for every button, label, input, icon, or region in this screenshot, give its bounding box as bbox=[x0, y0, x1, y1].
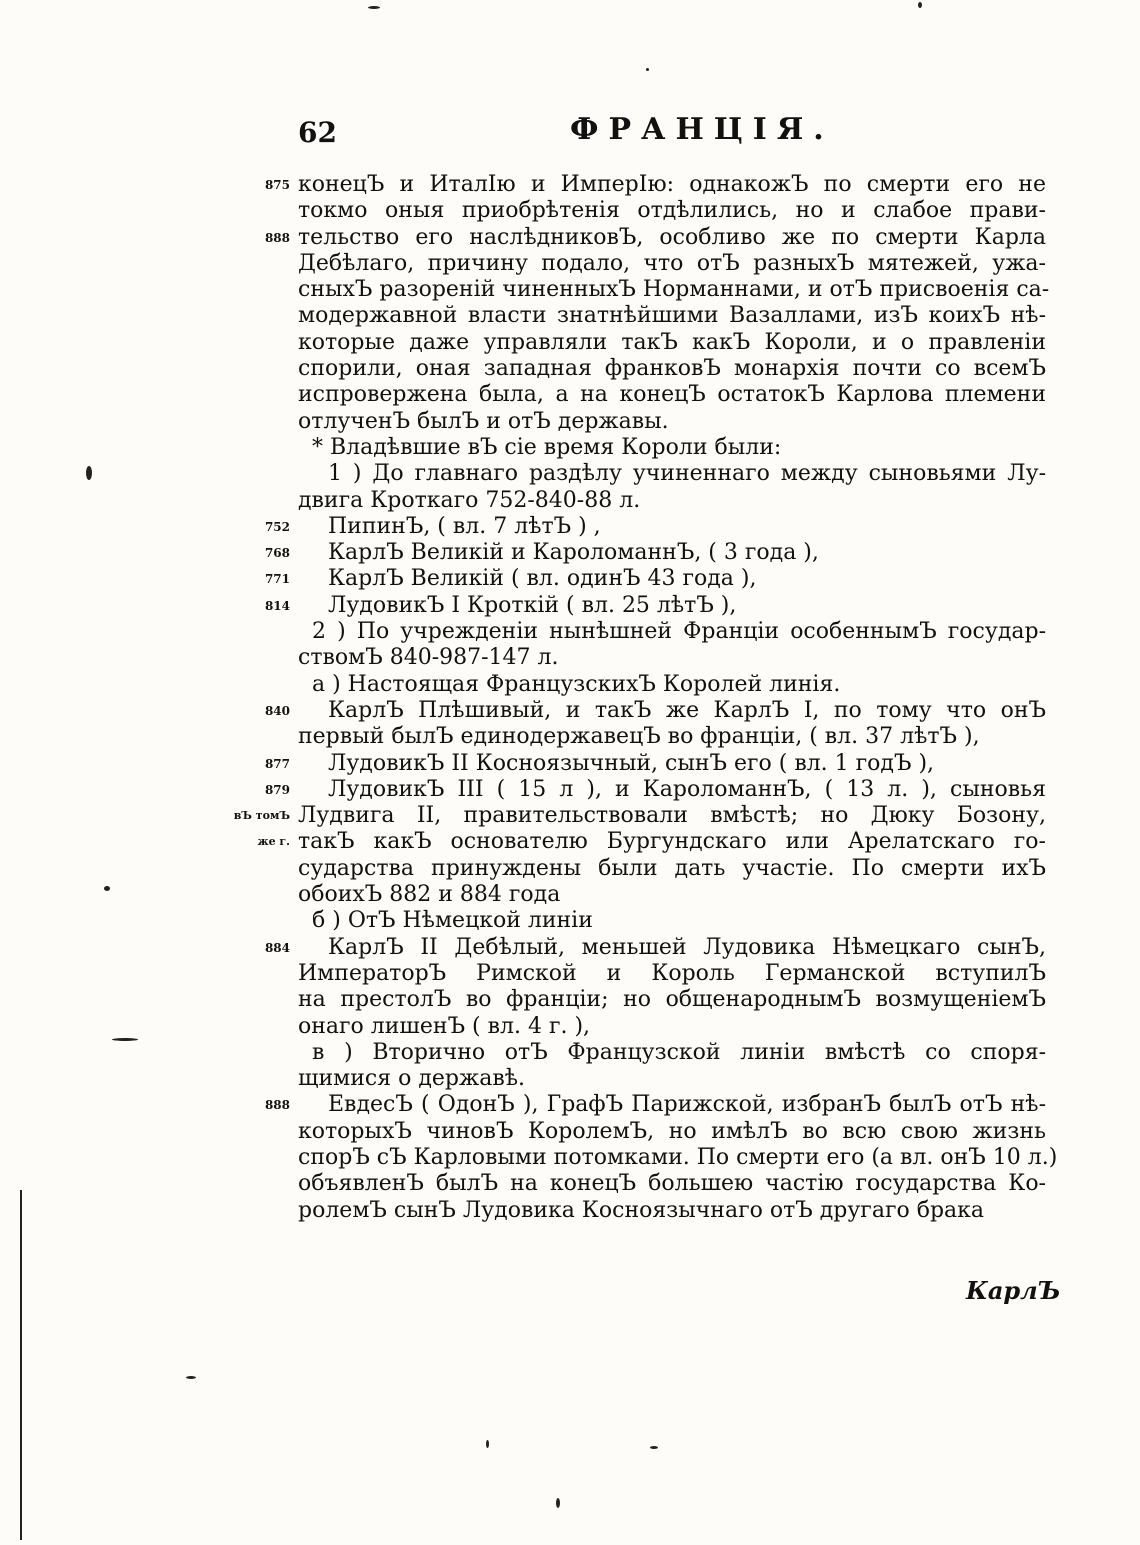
text-line bbox=[298, 645, 1046, 671]
text-line bbox=[298, 461, 1046, 487]
text-line bbox=[298, 251, 1046, 277]
line-text: модержавной власти знатнѣйшими Вазаллами, изЪ коихЪ нѣ- bbox=[298, 303, 1046, 329]
line-text: а ) Настоящая ФранцузскихЪ Королей линія. bbox=[312, 671, 841, 697]
text-line bbox=[298, 303, 1046, 329]
margin-year: 877 bbox=[264, 756, 290, 771]
margin-year: 814 bbox=[264, 598, 290, 613]
text-line bbox=[298, 1119, 1046, 1145]
text-line bbox=[264, 750, 1046, 777]
line-text: ЛудовикЪ III ( 15 л ), и КароломаннЪ, ( 13 л. ), сыновья bbox=[328, 776, 1046, 802]
margin-year: 840 bbox=[264, 703, 290, 718]
scan-speck bbox=[486, 1440, 489, 1448]
margin-year: 879 bbox=[264, 782, 290, 797]
line-text: щимися о державѣ. bbox=[298, 1066, 525, 1092]
line-text: Дебѣлаго, причину подало, что отЪ разныхЪ мятежей, ужа- bbox=[298, 250, 1046, 276]
line-text: б ) ОтЪ Нѣмецкой линіи bbox=[312, 908, 593, 934]
text-line bbox=[298, 1171, 1046, 1197]
line-text: Лудвига II, правительствовали вмѣстѣ; но Дюку Бозону, bbox=[298, 803, 1046, 829]
text-line bbox=[264, 776, 1046, 803]
margin-year: 768 bbox=[264, 546, 290, 561]
line-text: онаго лишенЪ ( вл. 4 г. ), bbox=[298, 1013, 591, 1039]
line-text: КарлЪ Плѣшивый, и такЪ же КарлЪ I, по тому что онЪ bbox=[328, 697, 1046, 723]
text-line bbox=[264, 513, 1046, 540]
text-line bbox=[298, 961, 1046, 987]
text-line bbox=[298, 1144, 1058, 1171]
line-text: спорЪ сЪ Карловыми потомками. По смерти его (а вл. онЪ 10 л.) bbox=[298, 1144, 1058, 1170]
text-line bbox=[298, 1066, 1046, 1092]
text-line bbox=[264, 224, 1046, 251]
scan-speck bbox=[86, 466, 92, 480]
margin-year: 888 bbox=[264, 1098, 290, 1113]
line-text: ЛудовикЪ I Кроткій ( вл. 25 лѣтЪ ), bbox=[328, 592, 737, 618]
line-text: отлученЪ былЪ и отЪ державы. bbox=[298, 408, 669, 434]
running-title: ФРАНЦІЯ. bbox=[570, 112, 834, 147]
line-text: которыхЪ чиновЪ КоролемЪ, но имѣлЪ во всю свою жизнь bbox=[298, 1118, 1046, 1144]
scan-edge-line bbox=[20, 1190, 22, 1540]
line-text: * Владѣвшие вЪ сіе время Короли были: bbox=[312, 434, 782, 460]
line-text: которые даже управляли такЪ какЪ Короли, и о правленіи bbox=[298, 329, 1046, 355]
scan-speck bbox=[186, 1376, 196, 1379]
text-line bbox=[298, 856, 1046, 882]
text-line bbox=[298, 882, 1046, 908]
text-line bbox=[264, 566, 1046, 592]
margin-year: 875 bbox=[264, 178, 290, 192]
line-text: тельство его наслѣдниковЪ, особливо же по смерти Карла bbox=[298, 224, 1046, 250]
line-text: токмо оныя приобрѣтенія отдѣлились, но и слабое прави- bbox=[298, 198, 1046, 224]
text-line bbox=[298, 619, 1046, 645]
text-line bbox=[264, 697, 1046, 724]
text-line bbox=[298, 409, 1046, 435]
line-text: ПипинЪ, ( вл. 7 лѣтЪ ) , bbox=[328, 513, 601, 539]
line-text: сныхЪ разореній чиненныхЪ Норманнами, и отЪ присвоенія са- bbox=[298, 277, 1050, 303]
margin-year: 884 bbox=[264, 940, 290, 955]
text-line bbox=[298, 1014, 1046, 1040]
line-text: ЕвдесЪ ( ОдонЪ ), ГрафЪ Парижской, избранЪ былЪ отЪ нѣ- bbox=[328, 1092, 1046, 1118]
text-line bbox=[264, 592, 1046, 619]
line-text: сударства принуждены были дать участіе. По смерти ихЪ bbox=[298, 855, 1046, 881]
text-line bbox=[298, 987, 1046, 1013]
text-line bbox=[298, 1198, 1046, 1224]
text-line bbox=[298, 382, 1046, 408]
text-line bbox=[298, 724, 1046, 750]
line-text: ИмператорЪ Римской и Король Германской вступилЪ bbox=[298, 960, 1046, 986]
line-text: спорили, оная западная франковЪ монархія почти со всемЪ bbox=[298, 356, 1046, 382]
text-line bbox=[298, 1040, 1046, 1066]
margin-year: 888 bbox=[264, 230, 290, 245]
text-line bbox=[298, 198, 1046, 224]
scan-speck bbox=[650, 1446, 658, 1449]
margin-year: 771 bbox=[264, 572, 290, 587]
scan-speck bbox=[646, 68, 649, 71]
line-text: испровержена была, а на конецЪ остатокЪ Карлова племени bbox=[298, 382, 1046, 408]
text-line bbox=[298, 488, 1046, 514]
page-number: 62 bbox=[298, 116, 337, 149]
scan-speck bbox=[368, 6, 380, 9]
text-line bbox=[264, 172, 1046, 198]
line-text: двига Кроткаго 752-840-88 л. bbox=[298, 487, 641, 513]
line-text: КарлЪ Великій и КароломаннЪ, ( 3 года ), bbox=[328, 540, 819, 566]
running-head bbox=[298, 112, 1058, 152]
line-text: КарлЪ II Дебѣлый, меньшей Лудовика Нѣмецкаго сынЪ, bbox=[328, 934, 1046, 960]
line-text: 2 ) По учрежденіи нынѣшней Франціи особеннымЪ государ- bbox=[312, 619, 1046, 645]
margin-year: 752 bbox=[264, 519, 290, 534]
text-line bbox=[298, 277, 1050, 303]
text-line bbox=[233, 803, 1046, 829]
line-text: объявленЪ былЪ на конецЪ большею частію государства Ко- bbox=[298, 1171, 1046, 1197]
text-line bbox=[298, 672, 1046, 698]
line-text: 1 ) До главнаго раздѣлу учиненнаго между сыновьями Лу- bbox=[328, 461, 1046, 487]
text-line bbox=[298, 356, 1046, 382]
scan-speck bbox=[112, 1038, 138, 1041]
catch-word: КарлЪ bbox=[966, 1276, 1061, 1305]
text-line bbox=[298, 908, 1046, 934]
line-text: КарлЪ Великій ( вл. одинЪ 43 года ), bbox=[328, 566, 757, 592]
scan-speck bbox=[918, 2, 922, 8]
line-text: первый былЪ единодержавецЪ во франціи, ( вл. 37 лѣтЪ ), bbox=[298, 724, 980, 750]
line-text: в ) Вторично отЪ Французской линіи вмѣстѣ со споря- bbox=[312, 1039, 1046, 1065]
text-line bbox=[264, 1092, 1046, 1118]
line-text: ствомЪ 840-987-147 л. bbox=[298, 645, 559, 671]
line-text: ролемЪ сынЪ Лудовика Косноязычнаго отЪ другаго брака bbox=[298, 1197, 985, 1223]
line-text: обоихЪ 882 и 884 года bbox=[298, 882, 561, 908]
scan-speck bbox=[556, 1498, 560, 1508]
text-line bbox=[298, 435, 1046, 461]
text-line bbox=[264, 540, 1046, 566]
text-line bbox=[264, 934, 1046, 961]
line-text: такЪ какЪ основателю Бургундскаго или Арелатскаго го- bbox=[298, 829, 1046, 855]
text-line bbox=[298, 330, 1046, 356]
text-line bbox=[257, 829, 1046, 855]
body-text bbox=[233, 172, 1058, 1224]
scan-speck bbox=[104, 886, 110, 891]
line-text: ЛудовикЪ II Косноязычный, сынЪ его ( вл. 1 годЪ ), bbox=[328, 750, 935, 776]
line-text: на престолЪ во франціи; но общенароднымЪ возмущеніемЪ bbox=[298, 987, 1046, 1013]
line-text: конецЪ и ИталІю и ИмперІю: однакожЪ по смерти его не bbox=[298, 172, 1046, 197]
margin-year: же г. bbox=[257, 835, 290, 849]
margin-year: вЪ томЪ bbox=[233, 809, 290, 823]
